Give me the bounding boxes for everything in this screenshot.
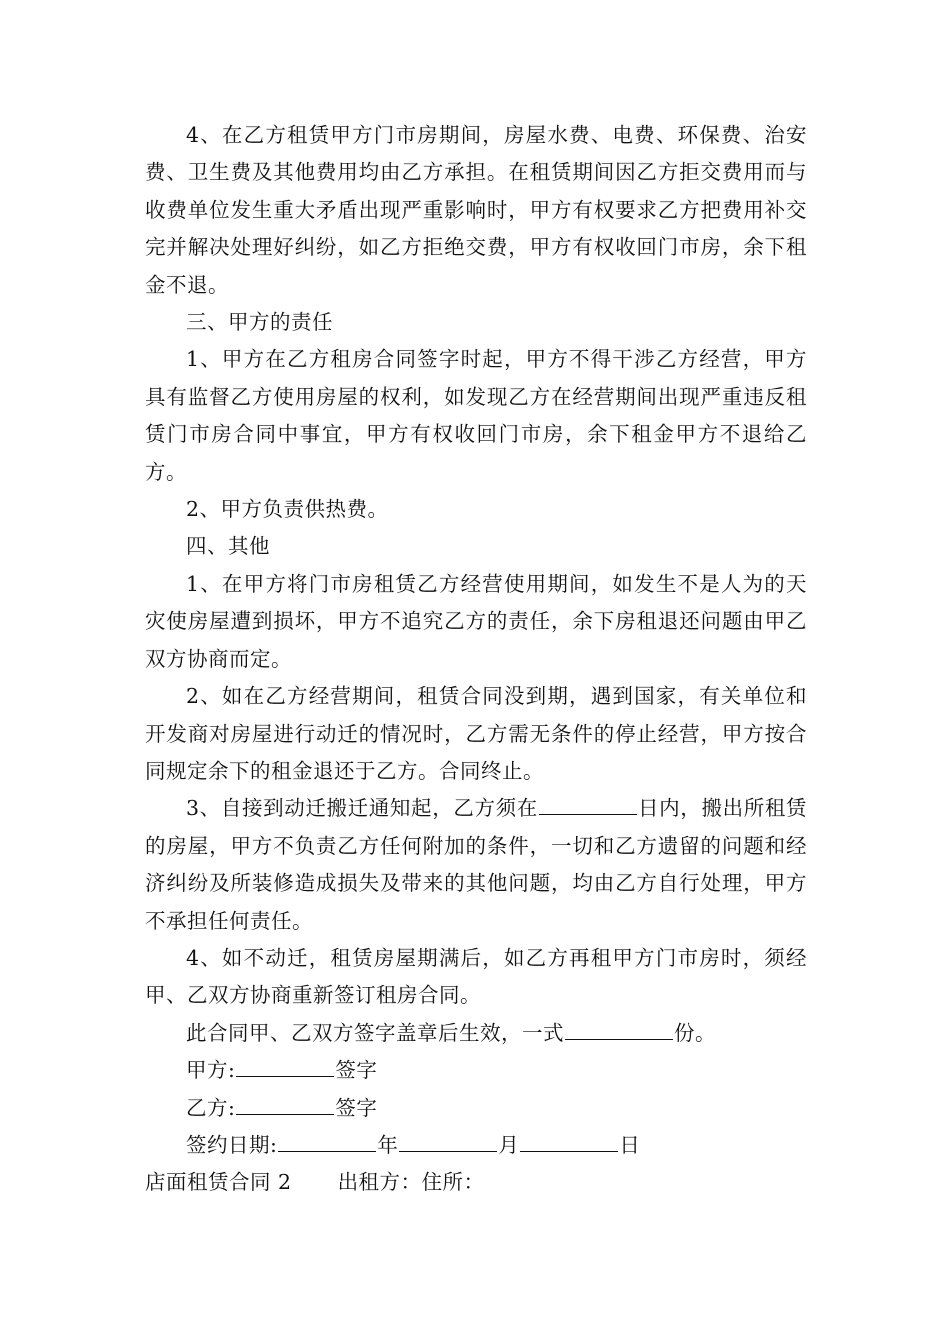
- day-blank: [520, 1130, 618, 1152]
- effective-clause: [145, 1015, 807, 1052]
- clause-2-relocation: 2、如在乙方经营期间，租赁合同没到期，遇到国家，有关单位和开发商对房屋进行动迁的情况时，乙方需无条件的停止经营，甲方按合同规定余下的租金退还于乙方。合同终止。: [145, 684, 807, 783]
- copies-suffix: 份。: [674, 1020, 716, 1045]
- party-a-signature: [145, 1052, 807, 1089]
- clause-4-fees: 4、在乙方租赁甲方门市房期间，房屋水费、电费、环保费、治安费、卫生费及其他费用均由乙方承担。在租赁期间因乙方拒交费用而与收费单位发生重大矛盾出现严重影响时，甲方有权要求乙方把费用补交完并解决处理好纠纷，如乙方拒绝交费，甲方有权收回门市房，余下租金不退。: [145, 123, 807, 297]
- next-contract-title: 店面租赁合同 2: [145, 1170, 292, 1195]
- clause-2-heating: 2、甲方负责供热费。: [186, 497, 389, 522]
- days-blank: [539, 794, 637, 816]
- party-b-signature: [145, 1090, 807, 1127]
- clause-4-renewal: 4、如不动迁，租赁房屋期满后，如乙方再租甲方门市房时，须经甲、乙双方协商重新签订租房合同。: [145, 945, 807, 1008]
- month-blank: [399, 1130, 497, 1152]
- year-blank: [278, 1130, 376, 1152]
- party-a-label: 甲方:: [186, 1058, 236, 1083]
- party-a-sign-label: 签字: [335, 1058, 378, 1083]
- clause-1-disaster: 1、在甲方将门市房租赁乙方经营使用期间，如发生不是人为的天灾使房屋遭到损坏，甲方不追究乙方的责任，余下房租退还问题由甲乙双方协商而定。: [145, 571, 807, 671]
- clause-3-text-end: 日内，搬出所租赁的房屋，甲方不负责乙方任何附加的条件，一切和乙方遗留的问题和经济纠纷及所装修造成损失及带来的其他问题，均由乙方自行处理，甲方不承担任何责任。: [145, 796, 807, 933]
- date-label: 签约日期:: [186, 1132, 278, 1157]
- signing-date: [145, 1127, 807, 1164]
- clause-1-party-a: 1、甲方在乙方租房合同签字时起，甲方不得干涉乙方经营，甲方具有监督乙方使用房屋的权利，如发现乙方在经营期间出现严重违反租赁门市房合同中事宜，甲方有权收回门市房，余下租金甲方不退给乙方。: [145, 347, 807, 484]
- address-label: 住所：: [421, 1170, 485, 1195]
- day-label: 日: [619, 1132, 641, 1157]
- party-b-sign-label: 签字: [335, 1095, 378, 1120]
- lessor-label: 出租方：: [337, 1170, 422, 1195]
- contract-body: [145, 117, 807, 1202]
- section-heading-other: 四、其他: [186, 534, 270, 559]
- party-a-blank: [236, 1056, 334, 1078]
- clause-3-move-out: [145, 790, 807, 940]
- effective-text: 此合同甲、乙双方签字盖章后生效，一式: [186, 1020, 564, 1045]
- copies-blank: [565, 1018, 673, 1040]
- month-label: 月: [498, 1132, 520, 1157]
- party-b-label: 乙方:: [186, 1095, 236, 1120]
- year-label: 年: [377, 1132, 399, 1157]
- next-contract-header: [145, 1164, 807, 1201]
- section-heading-party-a-duties: 三、甲方的责任: [186, 310, 333, 335]
- clause-3-text-start: 3、自接到动迁搬迁通知起，乙方须在: [186, 796, 538, 821]
- party-b-blank: [236, 1093, 334, 1115]
